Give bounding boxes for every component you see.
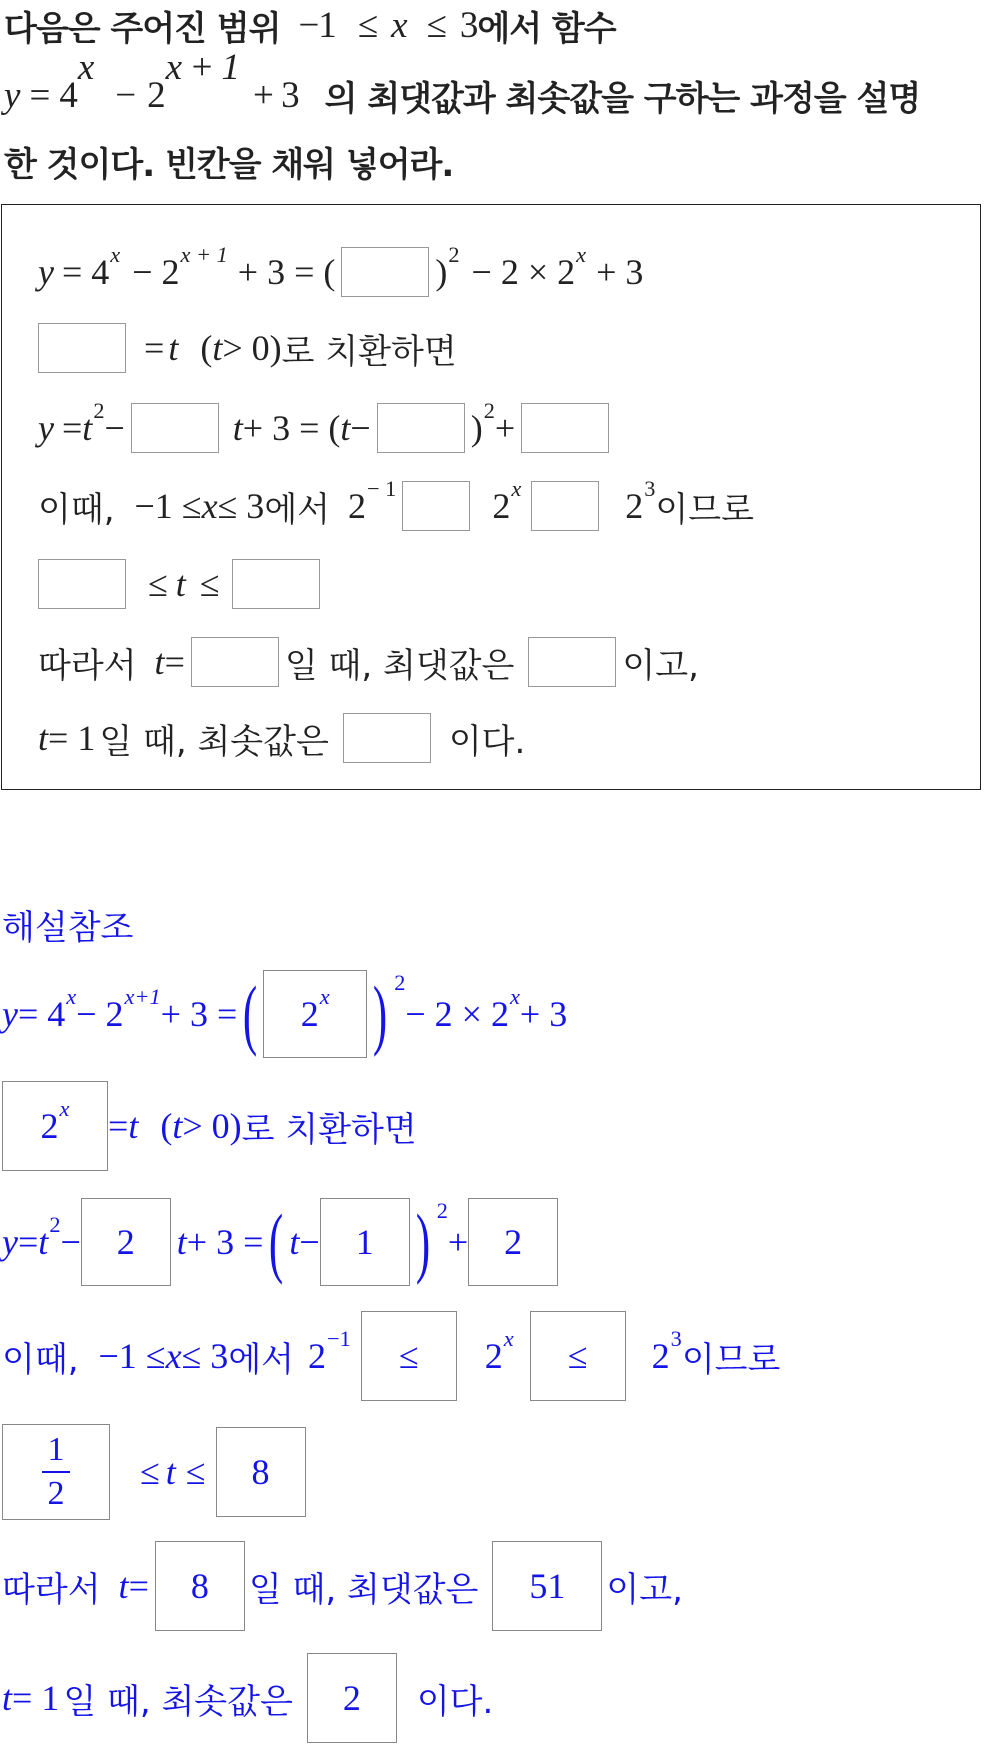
math-exponent: x — [59, 1096, 70, 1122]
math: ≤ — [185, 1452, 206, 1492]
blank-box[interactable] — [521, 403, 609, 453]
math: − 2 — [76, 994, 124, 1034]
right-paren: ) — [373, 970, 388, 1057]
math: ≤ 3 — [181, 1336, 229, 1376]
box-text: 에서 — [264, 489, 331, 530]
solution-text: 에서 — [228, 1339, 295, 1380]
fraction-numerator: 1 — [47, 1431, 65, 1468]
math-exponent: 3 — [670, 1326, 682, 1352]
solution-row-7 — [2, 1652, 493, 1744]
math: t — [340, 408, 351, 448]
math: > 0) — [182, 1106, 242, 1146]
blank-box[interactable] — [528, 637, 616, 687]
solution-label-text: 해설참조 — [2, 907, 134, 948]
math: ( — [160, 1106, 173, 1146]
answer-box: 51 — [492, 1541, 602, 1631]
problem-text: 에서 함수 — [477, 8, 616, 49]
math-exponent: 3 — [644, 476, 656, 502]
math: + — [494, 408, 516, 448]
math: 2 — [625, 486, 644, 526]
math: − — [299, 1222, 320, 1262]
answer-box: 2 — [307, 1653, 397, 1743]
answer-box: 8 — [216, 1427, 306, 1517]
box-text: 일 때, 최댓값은 — [284, 645, 515, 686]
math-exponent: x — [110, 242, 121, 268]
blank-box[interactable] — [402, 481, 470, 531]
solution-text: 일 때, 최댓값은 — [248, 1569, 479, 1610]
math-exponent: x — [66, 984, 77, 1010]
math-exponent: −1 — [327, 1326, 351, 1352]
math: t — [128, 1106, 139, 1146]
box-text: 따라서 — [38, 645, 137, 686]
math-exponent: − 1 — [367, 476, 397, 502]
blank-box[interactable] — [38, 559, 126, 609]
math: t — [38, 1222, 49, 1262]
math: y — [2, 1222, 18, 1262]
math-exponent: 2 — [483, 398, 495, 424]
solution-label — [2, 900, 133, 948]
math: t — [176, 1222, 187, 1262]
solution-row-6 — [2, 1540, 683, 1632]
solution-text: 이고, — [606, 1569, 683, 1610]
math: − 2 × 2 — [471, 252, 576, 292]
math: x — [165, 1336, 182, 1376]
answer-box: 2 — [81, 1198, 171, 1286]
answer-box: 2 — [468, 1198, 558, 1286]
blank-box[interactable] — [377, 403, 465, 453]
box-row-6 — [38, 634, 699, 690]
math: y — [38, 408, 54, 448]
math: + 3 — [519, 994, 568, 1034]
math: y — [38, 252, 54, 292]
answer-box — [2, 1081, 108, 1171]
math-exponent: x — [509, 984, 520, 1010]
math: ( — [200, 328, 213, 368]
math: t — [154, 642, 165, 682]
problem-line-1 — [4, 2, 616, 48]
math: = 4 — [61, 252, 110, 292]
math: = — [61, 408, 83, 448]
solution-text: 일 때, 최솟값은 — [63, 1681, 293, 1722]
math: x — [201, 486, 218, 526]
math: t — [165, 1452, 176, 1492]
math-exponent: 2 — [394, 969, 406, 995]
math-exponent: x + 1 — [165, 46, 240, 88]
math: = — [108, 1106, 129, 1146]
math: + 3 — [253, 74, 299, 116]
math: 2 — [308, 1336, 327, 1376]
math: = — [128, 1566, 149, 1606]
math: ≤ 3 — [217, 486, 265, 526]
math-exponent: x — [77, 46, 94, 88]
box-text: 이때, — [38, 489, 115, 530]
box-row-7 — [38, 710, 525, 766]
math: + 3 = ( — [242, 408, 341, 448]
fraction — [42, 1433, 70, 1511]
left-paren: ( — [243, 970, 258, 1057]
math-exponent: 2 — [93, 398, 105, 424]
math: = 1 — [12, 1678, 60, 1718]
math: − — [115, 74, 136, 116]
math: + — [447, 1222, 469, 1262]
fraction-denominator: 2 — [47, 1475, 65, 1512]
math: − — [350, 408, 371, 448]
fraction-bar — [42, 1471, 70, 1473]
blank-box[interactable] — [131, 403, 219, 453]
answer-box — [263, 970, 367, 1058]
answer-box: 1 — [320, 1198, 410, 1286]
solution-text: 이므로 — [681, 1339, 781, 1380]
problem-text: 한 것이다. 빈칸을 채워 넣어라. — [4, 144, 454, 185]
math: − — [104, 408, 125, 448]
math: ≤ — [140, 1452, 160, 1492]
math: = — [17, 1222, 39, 1262]
math: ≤ — [148, 564, 168, 604]
problem-text: 다음은 주어진 범위 — [4, 8, 281, 49]
math: t — [2, 1678, 13, 1718]
math: − — [60, 1222, 81, 1262]
right-paren: ) — [415, 1198, 430, 1285]
math-exponent: x — [503, 1326, 514, 1352]
math-exponent: 2 — [448, 242, 460, 268]
answer-box: 8 — [155, 1541, 245, 1631]
solution-row-5 — [2, 1424, 306, 1520]
solution-text: 이때, — [2, 1339, 79, 1380]
answer-box — [2, 1424, 110, 1520]
box-row-2 — [38, 320, 457, 376]
math: t — [118, 1566, 129, 1606]
math: −1 ≤ — [134, 486, 202, 526]
math: t — [232, 408, 243, 448]
math: t — [38, 718, 49, 758]
math-exponent: x — [319, 984, 330, 1010]
math: y — [2, 994, 18, 1034]
math: −1 — [298, 4, 336, 46]
solution-text: 로 치환하면 — [241, 1109, 417, 1150]
math: 3 — [459, 4, 478, 46]
box-row-5 — [38, 556, 326, 612]
math: = — [164, 642, 185, 682]
box-text: 이므로 — [655, 489, 754, 530]
blank-box[interactable] — [531, 481, 599, 531]
math: ) — [470, 408, 483, 448]
math-exponent: x — [576, 242, 587, 268]
math: ≤ — [357, 4, 378, 46]
math: ≤ — [199, 564, 220, 604]
problem-line-3 — [4, 138, 453, 184]
blank-box[interactable] — [343, 713, 431, 763]
box-text: 이다. — [448, 721, 526, 762]
solution-text: 따라서 — [2, 1569, 101, 1610]
math: y — [4, 74, 20, 116]
math: 2 — [484, 1336, 503, 1376]
box-row-1 — [38, 244, 643, 300]
math: 2 — [147, 74, 165, 116]
math-exponent: x — [511, 476, 522, 502]
solution-row-2 — [2, 1080, 417, 1172]
answer-box: ≤ — [361, 1311, 457, 1401]
math-exponent: x+1 — [124, 984, 161, 1010]
blank-box[interactable] — [341, 247, 429, 297]
math: = — [144, 328, 165, 368]
math-exponent: x + 1 — [180, 242, 228, 268]
math: 2 — [40, 1106, 59, 1146]
math: ≤ — [426, 4, 446, 46]
math: + 3 = — [160, 994, 238, 1034]
box-row-3 — [38, 400, 615, 456]
math: −1 ≤ — [98, 1336, 166, 1376]
math: 2 — [492, 486, 511, 526]
solution-text: 이다. — [416, 1681, 494, 1722]
math: > 0) — [222, 328, 282, 368]
answer-box: ≤ — [530, 1311, 626, 1401]
solution-row-4 — [2, 1310, 780, 1402]
blank-box[interactable] — [38, 323, 126, 373]
math: t — [82, 408, 93, 448]
math-exponent: 2 — [49, 1212, 61, 1238]
math: + 3 = — [186, 1222, 264, 1262]
math: + 3 = ( — [237, 252, 336, 292]
math: ) — [435, 252, 448, 292]
problem-text: 의 최댓값과 최솟값을 구하는 과정을 설명 — [324, 78, 921, 119]
math: t — [172, 1106, 183, 1146]
box-text: 일 때, 최솟값은 — [99, 721, 329, 762]
math: − 2 — [132, 252, 180, 292]
box-row-4 — [38, 478, 754, 534]
math: 2 — [348, 486, 367, 526]
blank-box[interactable] — [232, 559, 320, 609]
math: = — [29, 74, 50, 116]
box-text: 로 치환하면 — [281, 331, 457, 372]
math: 2 — [300, 994, 319, 1034]
math-exponent: 2 — [436, 1197, 448, 1223]
blank-box[interactable] — [191, 637, 279, 687]
solution-row-3 — [2, 1196, 558, 1288]
math: 2 — [651, 1336, 670, 1376]
math: t — [175, 564, 186, 604]
problem-line-2 — [4, 46, 921, 122]
box-text: 이고, — [622, 645, 699, 686]
math: − 2 × 2 — [405, 994, 509, 1034]
math: x — [391, 4, 407, 46]
math: = 1 — [48, 718, 96, 758]
left-paren: ( — [269, 1198, 284, 1285]
math: t — [168, 328, 179, 368]
math: = 4 — [17, 994, 66, 1034]
math: t — [289, 1222, 300, 1262]
solution-row-1 — [2, 968, 567, 1060]
math: 4 — [59, 74, 77, 116]
math: t — [212, 328, 223, 368]
math: + 3 — [596, 252, 644, 292]
